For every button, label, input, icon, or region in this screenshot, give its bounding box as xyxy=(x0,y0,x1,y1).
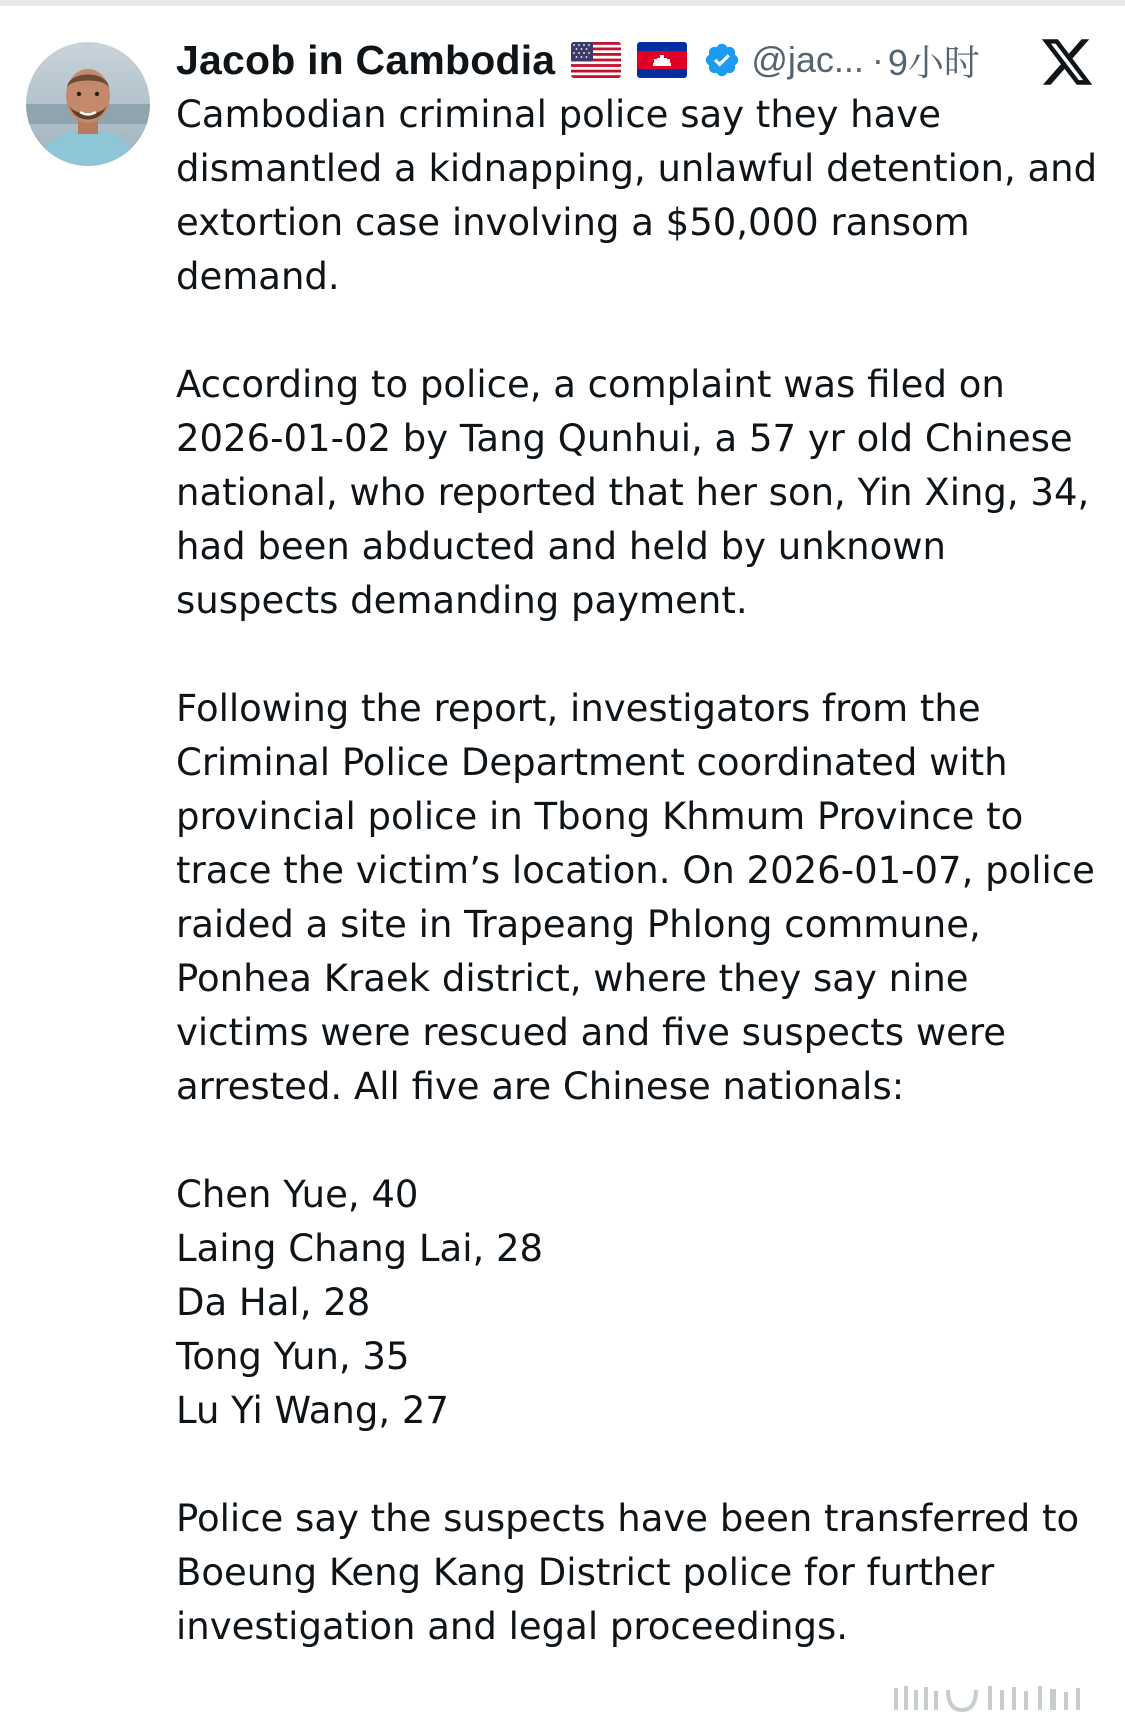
suspect-list xyxy=(176,1168,1106,1438)
post-paragraph: Police say the suspects have been transferred to Boeung Keng Kang District police for further investigation and legal proceedings. xyxy=(176,1497,1080,1648)
suspect-item: Laing Chang Lai, 28 xyxy=(176,1227,544,1270)
post-timestamp[interactable]: 9小时 xyxy=(887,41,980,83)
suspect-item: Chen Yue, 40 xyxy=(176,1173,419,1216)
suspect-item: Lu Yi Wang, 27 xyxy=(176,1389,449,1432)
suspect-item: Da Hal, 28 xyxy=(176,1281,371,1324)
verified-badge-icon[interactable] xyxy=(703,41,741,79)
post-text xyxy=(176,88,1106,1654)
header-separator: · xyxy=(871,39,884,80)
post-paragraph: Following the report, investigators from the Criminal Police Department coordinated with provincial police in Tbong Khmum Province to trace the victim’s location. On 2026-01-07, police raided a site in Trapeang Phlong commune, Ponhea Kraek district, where they say nine victims were rescued and five suspects were arrested. All five are Chinese nationals: xyxy=(176,687,1095,1108)
us-flag-icon xyxy=(571,42,621,78)
watermark xyxy=(888,1680,1108,1714)
paragraph-gap xyxy=(176,1438,1106,1492)
top-divider xyxy=(0,0,1125,6)
paragraph-gap xyxy=(176,628,1106,682)
display-name[interactable]: Jacob in Cambodia xyxy=(176,36,556,83)
user-handle[interactable]: @jac... xyxy=(751,39,864,80)
avatar-image xyxy=(26,42,150,166)
tweet-header xyxy=(176,30,1046,90)
cambodia-flag-icon xyxy=(637,42,687,78)
post-paragraph: Cambodian criminal police say they have dismantled a kidnapping, unlawful detention, and extortion case involving a $50,000 ransom demand. xyxy=(176,93,1098,298)
suspect-item: Tong Yun, 35 xyxy=(176,1335,410,1378)
post-paragraph: According to police, a complaint was filed on 2026-01-02 by Tang Qunhui, a 57 yr old Chinese national, who reported that her son, Yin Xing, 34, had been abducted and held by unknown suspects demanding payment. xyxy=(176,363,1090,622)
x-logo-icon[interactable] xyxy=(1039,34,1095,90)
paragraph-gap xyxy=(176,304,1106,358)
avatar[interactable] xyxy=(26,42,150,166)
paragraph-gap xyxy=(176,1114,1106,1168)
